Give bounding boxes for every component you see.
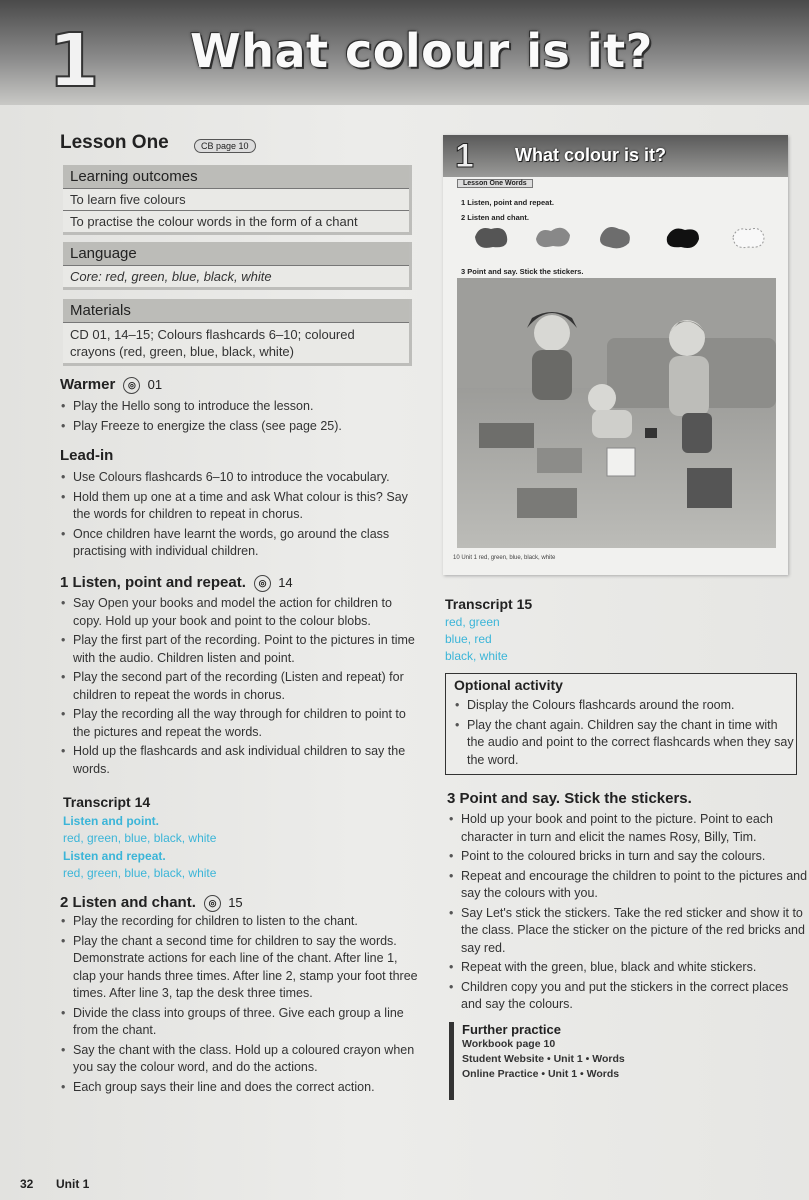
learning-outcomes-heading: Learning outcomes (63, 165, 409, 189)
further-practice-heading: Further practice (462, 1022, 561, 1037)
warmer-track: 01 (147, 377, 163, 392)
activity1-heading-text: 1 Listen, point and repeat. (60, 574, 246, 591)
further-practice-line: Student Website • Unit 1 • Words (462, 1053, 625, 1065)
list-item: • Display the Colours flashcards around the room. (467, 697, 797, 715)
page-number: 32 (20, 1177, 34, 1191)
list-item: • Say the chant with the class. Hold up a coloured crayon when you say the colour word, and do the actions. (73, 1042, 423, 1077)
list-item: • Play the second part of the recording (Listen and repeat) for children to repeat the words in chorus. (73, 669, 423, 704)
transcript14-line: Listen and repeat. (63, 849, 166, 863)
activity1-heading (60, 574, 293, 592)
activity1-list (60, 595, 423, 780)
coursebook-page-image (443, 135, 788, 575)
list-item: • Hold up your book and point to the picture. Point to each character in turn and elicit the names Rosy, Billy, Tim. (461, 811, 809, 846)
materials-item: CD 01, 14–15; Colours flashcards 6–10; coloured crayons (red, green, blue, black, white) (70, 327, 355, 359)
coursebook-tab: Lesson One Words (457, 179, 533, 188)
coursebook-instruction: 2 Listen and chant. (461, 213, 529, 222)
cd-icon: ◎ (254, 575, 271, 592)
activity2-track: 15 (228, 895, 243, 910)
language-heading: Language (63, 242, 409, 266)
leadin-heading: Lead-in (60, 447, 114, 464)
footer-unit: Unit 1 (56, 1177, 90, 1191)
list-item: • Hold up the flashcards and ask individual children to say the words. (73, 743, 423, 778)
transcript14-line: red, green, blue, black, white (63, 866, 217, 880)
list-item: • Play the first part of the recording. Point to the pictures in time with the audio. Children listen and point. (73, 632, 423, 667)
warmer-list (60, 398, 423, 437)
transcript15-line: blue, red (445, 632, 492, 646)
lesson-title: Lesson One (60, 132, 169, 153)
cb-page-badge: CB page 10 (194, 139, 256, 153)
materials-heading: Materials (63, 299, 409, 323)
warmer-heading (60, 376, 162, 394)
list-item: • Play the recording for children to listen to the chant. (73, 913, 423, 931)
language-box (63, 242, 412, 290)
cd-icon: ◎ (123, 377, 140, 394)
cd-icon: ◎ (204, 895, 221, 912)
transcript15-line: black, white (445, 649, 508, 663)
activity2-heading (60, 894, 243, 912)
transcript14-line: red, green, blue, black, white (63, 831, 217, 845)
unit-title: What colour is it? (190, 24, 653, 78)
leadin-list (60, 469, 423, 563)
activity2-list (60, 913, 423, 1098)
further-practice-line: Workbook page 10 (462, 1038, 556, 1050)
list-item: • Use Colours flashcards 6–10 to introduce the vocabulary. (73, 469, 423, 487)
transcript15-line: red, green (445, 615, 500, 629)
colour-blob-white (728, 223, 768, 251)
colour-blob-blue (595, 223, 635, 251)
coursebook-instruction: 3 Point and say. Stick the stickers. (461, 267, 584, 276)
colour-blob-black (663, 223, 703, 251)
further-practice-box (449, 1022, 662, 1100)
transcript15-heading: Transcript 15 (445, 596, 533, 612)
coursebook-banner (443, 135, 788, 177)
optional-activity-list (454, 697, 797, 771)
list-item: • Play the recording all the way through for children to point to the pictures and repeat the words. (73, 706, 423, 741)
list-item: • Repeat and encourage the children to point to the pictures and say the colours with you. (461, 868, 809, 903)
coursebook-unit-number: 1 (455, 137, 474, 175)
activity3-heading: 3 Point and say. Stick the stickers. (447, 790, 692, 807)
list-item: • Children copy you and put the stickers in the correct places and say the colours. (461, 979, 809, 1014)
list-item: • Hold them up one at a time and ask What colour is this? Say the words for children to repeat in chorus. (73, 489, 423, 524)
children-playing-illustration (457, 278, 776, 548)
list-item: • Play the Hello song to introduce the lesson. (73, 398, 423, 416)
list-item: • Say Let's stick the stickers. Take the red sticker and show it to the class. Place the sticker on the picture of the red bricks and say red. (461, 905, 809, 958)
list-item: • Point to the coloured bricks in turn and say the colours. (461, 848, 809, 866)
unit-banner (0, 0, 809, 105)
coursebook-title: What colour is it? (515, 145, 666, 165)
learning-outcome-item: To practise the colour words in the form of a chant (70, 214, 358, 229)
further-practice-line: Online Practice • Unit 1 • Words (462, 1068, 620, 1080)
list-item: • Say Open your books and model the action for children to copy. Hold up your book and point to the colour blobs. (73, 595, 423, 630)
learning-outcomes-box (63, 165, 412, 235)
list-item: • Divide the class into groups of three. Give each group a line from the chant. (73, 1005, 423, 1040)
optional-activity-heading: Optional activity (454, 677, 563, 693)
activity2-heading-text: 2 Listen and chant. (60, 894, 196, 911)
transcript14-heading: Transcript 14 (63, 794, 151, 810)
activity1-track: 14 (278, 575, 293, 590)
list-item: • Once children have learnt the words, go around the class practising with individual children. (73, 526, 423, 561)
colour-blob-green (533, 223, 573, 251)
coursebook-instruction: 1 Listen, point and repeat. (461, 198, 554, 207)
list-item: • Play the chant a second time for children to say the words. Demonstrate actions for each line of the chant. After line 1, clap your hands three times. After line 2, stamp your foot three times. After line 3, tap the desk three times. (73, 933, 423, 1003)
optional-activity-box (445, 673, 797, 775)
activity3-list (448, 811, 809, 1016)
transcript14-line: Listen and point. (63, 814, 159, 828)
list-item: • Each group says their line and does the correct action. (73, 1079, 423, 1097)
list-item: • Repeat with the green, blue, black and white stickers. (461, 959, 809, 977)
language-item: Core: red, green, blue, black, white (70, 269, 272, 284)
list-item: • Play Freeze to energize the class (see page 25). (73, 418, 423, 436)
materials-box (63, 299, 412, 366)
warmer-heading-text: Warmer (60, 376, 116, 393)
list-item: • Play the chant again. Children say the chant in time with the audio and point to the correct flashcards when they say the word. (467, 717, 797, 770)
unit-number: 1 (48, 18, 100, 104)
colour-blob-red (471, 223, 511, 251)
classroom-illustration (457, 278, 776, 548)
learning-outcome-item: To learn five colours (63, 189, 409, 211)
coursebook-footer: 10 Unit 1 red, green, blue, black, white (453, 555, 556, 561)
